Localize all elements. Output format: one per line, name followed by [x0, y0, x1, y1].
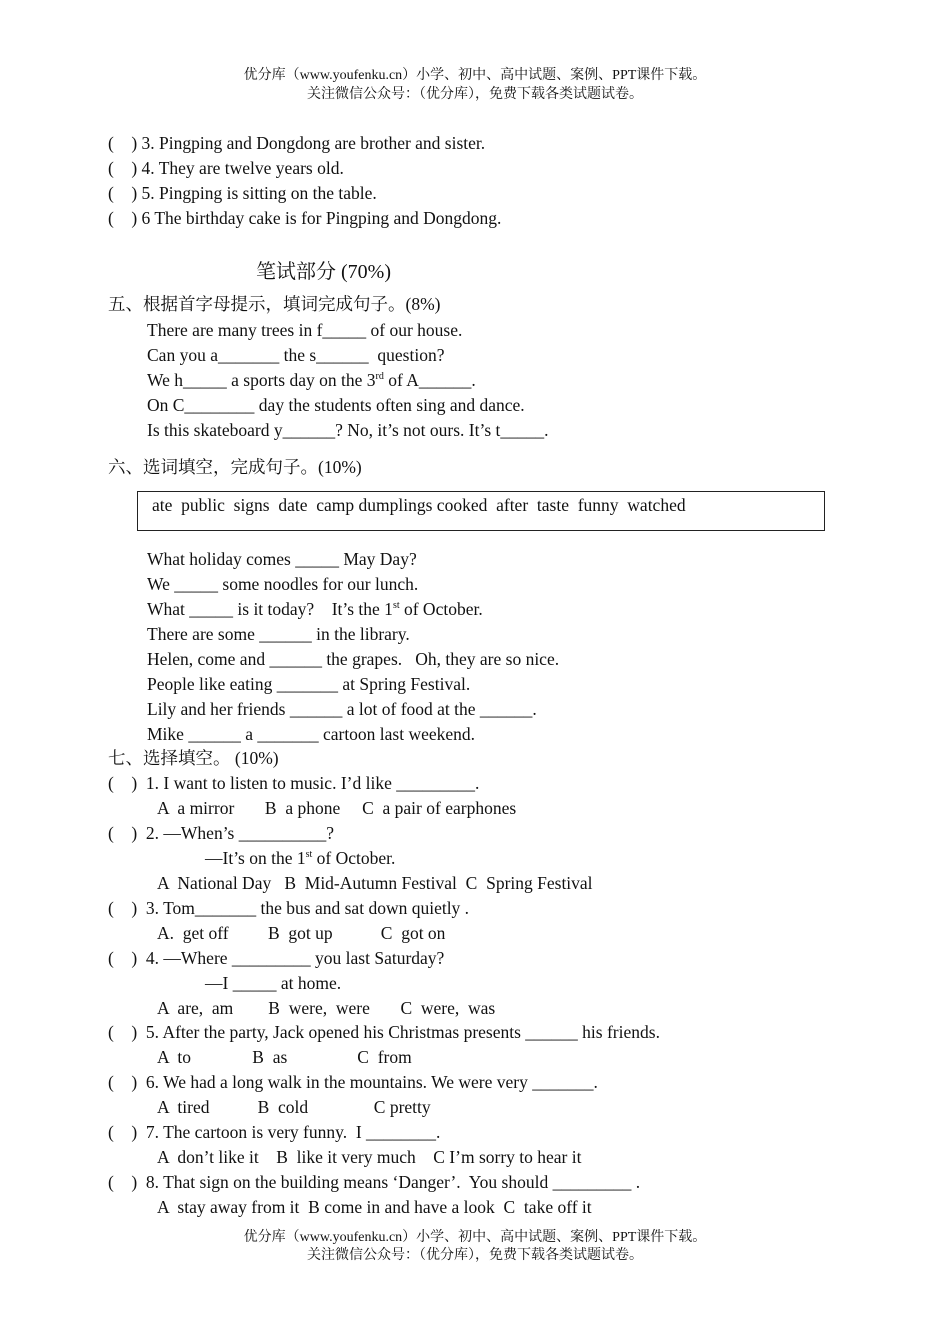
- question-5: ( ) 5. After the party, Jack opened his Christmas presents ______ his friends.: [108, 1022, 660, 1042]
- section6-item-3: [147, 598, 483, 620]
- judge-item-3: ( ) 3. Pingping and Dongdong are brother and sister.: [108, 133, 486, 153]
- page-header-line1: 优分库（www.youfenku.cn）小学、初中、高中试题、案例、PPT课件下载。: [243, 68, 707, 83]
- section5-item-3-sup: rd: [375, 371, 384, 383]
- section6-item-1: What holiday comes _____ May Day?: [147, 549, 417, 569]
- section5-item-3: [147, 369, 476, 391]
- section5-heading: 五、根据首字母提示，填词完成句子。(8%): [108, 294, 441, 314]
- question-3: ( ) 3. Tom_______ the bus and sat down quietly .: [108, 898, 470, 918]
- question-5-options: A to B as C from: [157, 1047, 412, 1067]
- question-2-answer-sup: st: [305, 849, 313, 861]
- section5-item-4: On C________ day the students often sing and dance.: [147, 395, 525, 415]
- question-3-options: A. get off B got up C got on: [157, 923, 446, 943]
- judge-item-5: ( ) 5. Pingping is sitting on the table.: [108, 183, 377, 203]
- question-2-answer-b: of October.: [312, 848, 396, 868]
- section5-item-2: Can you a_______ the s______ question?: [147, 345, 445, 365]
- judge-item-6: ( ) 6 The birthday cake is for Pingping and Dongdong.: [108, 208, 502, 228]
- question-4-options: A are, am B were, were C were, was: [157, 998, 496, 1018]
- section5-item-5: Is this skateboard y______? No, it’s not ours. It’s t_____.: [147, 420, 549, 440]
- question-1-options: A a mirror B a phone C a pair of earphones: [157, 798, 517, 818]
- page-footer-line2: 关注微信公众号：（优分库），免费下载各类试题试卷。: [307, 1248, 643, 1263]
- question-7: ( ) 7. The cartoon is very funny. I ________.: [108, 1122, 441, 1142]
- section6-item-3-sup: st: [392, 600, 400, 612]
- judge-item-4: ( ) 4. They are twelve years old.: [108, 158, 344, 178]
- section6-item-4: There are some ______ in the library.: [147, 624, 410, 644]
- question-7-options: A don’t like it B like it very much C I’m sorry to hear it: [157, 1147, 582, 1167]
- section5-item-3-text-b: of A______.: [383, 370, 476, 390]
- question-6-options: A tired B cold C pretty: [157, 1097, 431, 1117]
- question-2-answer-a: —It’s on the 1: [205, 848, 306, 868]
- question-2-options: A National Day B Mid-Autumn Festival C Spring Festival: [157, 873, 593, 893]
- section6-item-5: Helen, come and ______ the grapes. Oh, they are so nice.: [147, 649, 560, 669]
- section5-item-3-text-a: We h_____ a sports day on the 3: [147, 370, 376, 390]
- section6-item-2: We _____ some noodles for our lunch.: [147, 574, 419, 594]
- question-8-options: A stay away from it B come in and have a look C take off it: [157, 1197, 592, 1217]
- section6-item-3-text-b: of October.: [399, 599, 483, 619]
- question-4: ( ) 4. —Where _________ you last Saturday?: [108, 948, 445, 968]
- written-section-title: 笔试部分 (70%): [256, 261, 391, 283]
- section5-item-1: There are many trees in f_____ of our house.: [147, 320, 463, 340]
- section6-item-6: People like eating _______ at Spring Festival.: [147, 674, 471, 694]
- question-8: ( ) 8. That sign on the building means ‘Danger’. You should _________ .: [108, 1172, 641, 1192]
- page-header-line2: 关注微信公众号：（优分库），免费下载各类试题试卷。: [307, 87, 643, 102]
- question-2-answer: [205, 847, 395, 869]
- word-box: [137, 491, 825, 531]
- question-6: ( ) 6. We had a long walk in the mountains. We were very _______.: [108, 1072, 598, 1092]
- section6-item-7: Lily and her friends ______ a lot of food at the ______.: [147, 699, 537, 719]
- page-footer-line1: 优分库（www.youfenku.cn）小学、初中、高中试题、案例、PPT课件下载。: [243, 1230, 707, 1245]
- section6-heading: 六、选词填空，完成句子。(10%): [108, 457, 362, 477]
- question-2: ( ) 2. —When’s __________?: [108, 823, 335, 843]
- word-box-text: ate public signs date camp dumplings cooked after taste funny watched: [152, 495, 686, 515]
- question-4-answer: —I _____ at home.: [205, 973, 342, 993]
- section6-item-3-text-a: What _____ is it today? It’s the 1: [147, 599, 393, 619]
- question-1: ( ) 1. I want to listen to music. I’d like _________.: [108, 773, 480, 793]
- section7-heading: 七、选择填空。 (10%): [108, 748, 279, 768]
- section6-item-8: Mike ______ a _______ cartoon last weekend.: [147, 724, 476, 744]
